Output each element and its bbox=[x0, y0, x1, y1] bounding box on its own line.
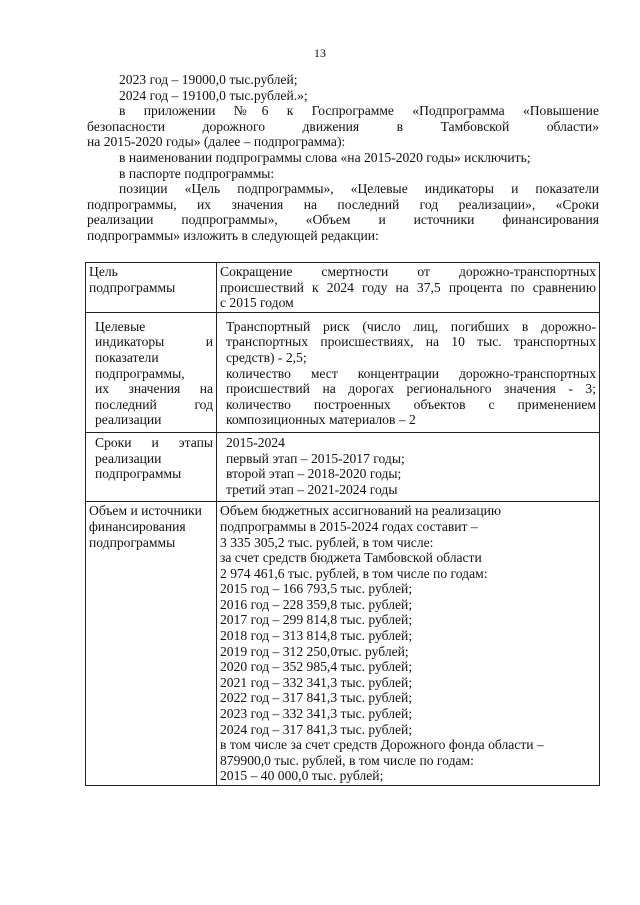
intro-line: 2024 год – 19100,0 тыс.рублей.»; bbox=[119, 87, 308, 103]
table-row bbox=[86, 502, 600, 786]
table-row bbox=[86, 312, 600, 432]
row-label-goal: Цель подпрограммы bbox=[86, 263, 217, 313]
table-row bbox=[86, 263, 600, 313]
row-label-terms: Сроки и этапы реализации подпрограммы bbox=[86, 432, 217, 501]
intro-line: безопасности дорожного движения в Тамбовской области» bbox=[87, 118, 599, 134]
intro-line: в паспорте подпрограммы: bbox=[119, 165, 275, 181]
intro-line: на 2015-2020 годы» (далее – подпрограмма): bbox=[87, 134, 346, 150]
intro-line: подпрограммы» изложить в следующей редакции: bbox=[87, 227, 379, 243]
row-label-indicators: Целевые индикаторы и показатели подпрограммы, их значения на последний год реализации bbox=[86, 312, 217, 432]
row-label-funding: Объем и источники финансирования подпрограммы bbox=[86, 502, 217, 786]
row-value-goal: Сокращение смертности от дорожно-транспортных происшествий к 2024 году на 37,5 процента по сравнению с 2015 годом bbox=[217, 263, 600, 313]
intro-line: в приложении №6 к Госпрограмме «Подпрограмма «Повышение bbox=[119, 103, 599, 119]
intro-line: 2023 год – 19000,0 тыс.рублей; bbox=[119, 72, 298, 87]
row-value-funding: Объем бюджетных ассигнований на реализацию подпрограммы в 2015-2024 годах составит – 3 335 305,2 тыс. рублей, в том числе: за счет средств бюджета Тамбовской области 2 974 461,6 тыс. рублей, в том числе по годам: 2015 год – 166 793,5 тыс. рублей; 2016 год – 228 359,8 тыс. рублей; 2017 год – 299 814,8 тыс. рублей; 2018 год – 313 814,8 тыс. рублей; 2019 год – 312 250,0тыс. рублей; 2020 год – 352 985,4 тыс. рублей; 2021 год – 332 341,3 тыс. рублей; 2022 год – 317 841,3 тыс. рублей; 2023 год – 332 341,3 тыс. рублей; 2024 год – 317 841,3 тыс. рублей; в том числе за счет средств Дорожного фонда области – 879900,0 тыс. рублей, в том числе по годам: 2015 – 40 000,0 тыс. рублей; bbox=[217, 502, 600, 786]
intro-text bbox=[87, 72, 599, 244]
subprogram-passport-table bbox=[85, 262, 600, 786]
page-number: 13 bbox=[314, 46, 326, 60]
row-value-indicators: Транспортный риск (число лиц, погибших в дорожно- транспортных происшествиях, на 10 тыс. транспортных средств) - 2,5; количество мест концентрации дорожно-транспортных происшествий на дорогах регионального значения - 3; количество построенных объектов с применением композиционных материалов – 2 bbox=[217, 312, 600, 432]
row-value-terms: 2015-2024 первый этап – 2015-2017 годы; второй этап – 2018-2020 годы; третий этап – 2021-2024 годы bbox=[217, 432, 600, 501]
table-row bbox=[86, 432, 600, 501]
intro-line: подпрограммы, их значения на последний год реализации», «Сроки bbox=[87, 196, 599, 212]
intro-line: в наименовании подпрограммы слова «на 2015-2020 годы» исключить; bbox=[119, 149, 531, 165]
intro-line: позиции «Цель подпрограммы», «Целевые индикаторы и показатели bbox=[119, 181, 599, 197]
intro-line: реализации подпрограммы», «Объем и источники финансирования bbox=[87, 212, 599, 228]
